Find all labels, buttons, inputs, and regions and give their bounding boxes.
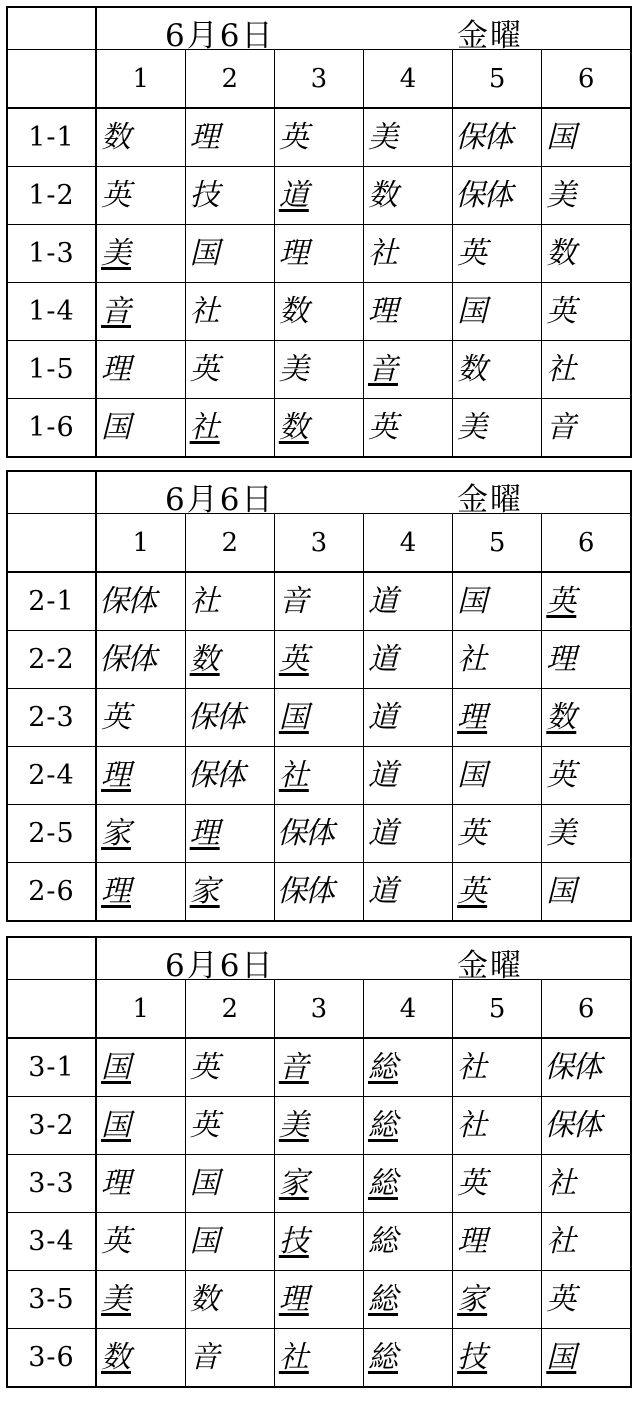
subject-cell — [542, 341, 631, 399]
subject-cell — [453, 1271, 542, 1329]
subject-cell — [185, 1329, 274, 1388]
period-header: 5 — [453, 514, 542, 573]
weekday-label: 金曜 — [457, 482, 523, 514]
subject-cell — [363, 1271, 452, 1329]
subject-cell — [185, 399, 274, 458]
subject-name: 音 — [278, 583, 309, 619]
subject-name: 理 — [278, 235, 309, 271]
subject-name: 総 — [367, 1107, 398, 1143]
subject-cell — [542, 1038, 631, 1097]
subject-name: 英 — [457, 815, 488, 851]
subject-cell — [363, 1097, 452, 1155]
subject-cell — [274, 863, 363, 922]
weekday-label: 金曜 — [457, 18, 523, 50]
subject-cell — [96, 1271, 185, 1329]
subject-name: 英 — [546, 757, 577, 793]
subject-name: 理 — [367, 293, 398, 329]
subject-name: 総 — [367, 1049, 398, 1085]
subject-name: 数 — [278, 409, 309, 445]
subject-cell — [185, 863, 274, 922]
subject-name: 保体 — [276, 815, 333, 851]
subject-name: 社 — [278, 757, 309, 793]
date-label: 6月6日 — [165, 482, 275, 514]
subject-cell — [363, 747, 452, 805]
subject-cell — [274, 167, 363, 225]
class-label: 3-3 — [7, 1155, 96, 1213]
subject-cell — [274, 283, 363, 341]
subject-name: 国 — [278, 699, 309, 735]
period-header: 2 — [185, 514, 274, 573]
period-header: 4 — [363, 514, 452, 573]
class-row — [7, 1038, 631, 1097]
subject-name: 国 — [546, 1339, 577, 1375]
subject-cell — [96, 747, 185, 805]
class-row — [7, 399, 631, 458]
corner-cell — [7, 471, 96, 514]
subject-cell — [185, 167, 274, 225]
subject-cell — [96, 631, 185, 689]
subject-cell — [185, 747, 274, 805]
subject-name: 保体 — [544, 1107, 601, 1143]
class-row — [7, 1097, 631, 1155]
class-label: 3-4 — [7, 1213, 96, 1271]
subject-name: 理 — [101, 873, 131, 909]
subject-name: 道 — [367, 815, 398, 851]
subject-cell — [274, 225, 363, 283]
subject-cell — [542, 225, 631, 283]
subject-name: 音 — [189, 1339, 220, 1375]
subject-name: 美 — [546, 177, 577, 213]
subject-name: 英 — [546, 293, 577, 329]
subject-cell — [274, 747, 363, 805]
subject-name: 理 — [457, 1223, 488, 1259]
subject-cell — [96, 399, 185, 458]
subject-cell — [453, 1038, 542, 1097]
class-label: 1-3 — [7, 225, 96, 283]
subject-cell — [453, 341, 542, 399]
subject-cell — [185, 572, 274, 631]
subject-cell — [274, 399, 363, 458]
class-row — [7, 1271, 631, 1329]
class-row — [7, 167, 631, 225]
subject-cell — [96, 1213, 185, 1271]
subject-name: 数 — [189, 641, 220, 677]
subject-name: 音 — [101, 293, 131, 329]
subject-name: 社 — [189, 583, 220, 619]
subject-name: 英 — [101, 699, 131, 735]
class-label: 2-4 — [7, 747, 96, 805]
timetable-grade-1 — [6, 6, 632, 458]
subject-cell — [96, 863, 185, 922]
subject-cell — [453, 108, 542, 167]
subject-cell — [453, 689, 542, 747]
corner-cell — [7, 50, 96, 109]
period-header: 4 — [363, 980, 452, 1039]
corner-cell — [7, 980, 96, 1039]
subject-name: 家 — [101, 815, 131, 851]
subject-cell — [363, 341, 452, 399]
subject-cell — [363, 399, 452, 458]
subject-name: 国 — [546, 873, 577, 909]
subject-cell — [185, 1097, 274, 1155]
subject-cell — [363, 108, 452, 167]
subject-name: 保体 — [187, 699, 244, 735]
subject-name: 美 — [278, 1107, 309, 1143]
subject-cell — [453, 1097, 542, 1155]
subject-cell — [274, 572, 363, 631]
subject-cell — [185, 1155, 274, 1213]
subject-name: 音 — [546, 409, 577, 445]
subject-cell — [96, 689, 185, 747]
subject-name: 英 — [546, 1281, 577, 1317]
subject-cell — [185, 283, 274, 341]
subject-cell — [274, 108, 363, 167]
subject-name: 英 — [189, 351, 220, 387]
subject-name: 数 — [367, 177, 398, 213]
subject-cell — [453, 631, 542, 689]
subject-cell — [274, 1038, 363, 1097]
subject-cell — [363, 1155, 452, 1213]
subject-cell — [542, 108, 631, 167]
subject-name: 技 — [457, 1339, 488, 1375]
subject-name: 総 — [367, 1223, 398, 1259]
period-header: 4 — [363, 50, 452, 109]
subject-name: 美 — [457, 409, 488, 445]
subject-cell — [274, 1271, 363, 1329]
subject-cell — [453, 1329, 542, 1388]
date-header — [96, 7, 631, 50]
class-label: 3-6 — [7, 1329, 96, 1388]
subject-name: 保体 — [455, 177, 512, 213]
class-label: 1-4 — [7, 283, 96, 341]
subject-cell — [542, 167, 631, 225]
class-label: 3-1 — [7, 1038, 96, 1097]
subject-name: 国 — [101, 409, 131, 445]
class-row — [7, 108, 631, 167]
subject-name: 保体 — [544, 1049, 601, 1085]
class-row — [7, 805, 631, 863]
subject-name: 国 — [457, 757, 488, 793]
subject-cell — [185, 1213, 274, 1271]
period-header: 6 — [542, 50, 631, 109]
class-label: 3-2 — [7, 1097, 96, 1155]
subject-name: 数 — [101, 1339, 131, 1375]
subject-cell — [363, 283, 452, 341]
subject-name: 美 — [546, 815, 577, 851]
subject-cell — [185, 341, 274, 399]
subject-name: 保体 — [455, 119, 512, 155]
subject-name: 道 — [367, 641, 398, 677]
subject-name: 国 — [189, 235, 220, 271]
subject-name: 美 — [101, 235, 131, 271]
subject-name: 国 — [457, 583, 488, 619]
weekday-label: 金曜 — [457, 948, 523, 980]
class-row — [7, 225, 631, 283]
subject-cell — [96, 805, 185, 863]
subject-cell — [542, 1271, 631, 1329]
subject-cell — [96, 167, 185, 225]
subject-cell — [96, 1329, 185, 1388]
period-header: 3 — [274, 980, 363, 1039]
subject-name: 英 — [101, 1223, 131, 1259]
subject-name: 社 — [457, 1049, 488, 1085]
subject-cell — [453, 1155, 542, 1213]
subject-name: 道 — [367, 873, 398, 909]
subject-name: 国 — [546, 119, 577, 155]
subject-name: 社 — [546, 1223, 577, 1259]
subject-name: 英 — [189, 1049, 220, 1085]
subject-cell — [453, 863, 542, 922]
subject-cell — [185, 631, 274, 689]
subject-name: 技 — [189, 177, 220, 213]
class-row — [7, 341, 631, 399]
subject-name: 社 — [457, 641, 488, 677]
subject-name: 社 — [367, 235, 398, 271]
class-label: 2-2 — [7, 631, 96, 689]
period-header: 2 — [185, 980, 274, 1039]
subject-name: 数 — [101, 119, 131, 155]
subject-cell — [363, 572, 452, 631]
subject-cell — [274, 689, 363, 747]
timetable-grade-3 — [6, 936, 632, 1388]
period-header: 6 — [542, 514, 631, 573]
subject-cell — [274, 1213, 363, 1271]
class-label: 2-5 — [7, 805, 96, 863]
subject-name: 音 — [278, 1049, 309, 1085]
subject-cell — [363, 225, 452, 283]
subject-name: 国 — [189, 1223, 220, 1259]
subject-name: 総 — [367, 1281, 398, 1317]
subject-name: 数 — [278, 293, 309, 329]
subject-cell — [542, 572, 631, 631]
period-header: 5 — [453, 980, 542, 1039]
subject-cell — [96, 341, 185, 399]
subject-cell — [363, 1038, 452, 1097]
class-label: 2-3 — [7, 689, 96, 747]
subject-cell — [453, 1213, 542, 1271]
subject-name: 理 — [457, 699, 488, 735]
subject-cell — [363, 863, 452, 922]
subject-name: 道 — [367, 583, 398, 619]
period-header: 1 — [96, 980, 185, 1039]
corner-cell — [7, 7, 96, 50]
subject-cell — [542, 1155, 631, 1213]
subject-cell — [542, 283, 631, 341]
subject-cell — [274, 1329, 363, 1388]
subject-name: 保体 — [276, 873, 333, 909]
subject-name: 美 — [278, 351, 309, 387]
subject-name: 国 — [189, 1165, 220, 1201]
subject-cell — [542, 631, 631, 689]
subject-name: 国 — [101, 1049, 131, 1085]
subject-cell — [542, 1329, 631, 1388]
subject-name: 道 — [278, 177, 309, 213]
subject-name: 英 — [367, 409, 398, 445]
class-row — [7, 863, 631, 922]
subject-cell — [96, 283, 185, 341]
subject-name: 理 — [101, 757, 131, 793]
subject-name: 総 — [367, 1165, 398, 1201]
subject-name: 英 — [189, 1107, 220, 1143]
subject-cell — [185, 805, 274, 863]
subject-name: 数 — [546, 235, 577, 271]
class-row — [7, 747, 631, 805]
subject-name: 英 — [457, 1165, 488, 1201]
class-label: 1-6 — [7, 399, 96, 458]
subject-cell — [274, 1155, 363, 1213]
subject-name: 美 — [367, 119, 398, 155]
subject-name: 英 — [278, 119, 309, 155]
corner-cell — [7, 514, 96, 573]
subject-cell — [542, 747, 631, 805]
subject-cell — [185, 225, 274, 283]
class-label: 2-1 — [7, 572, 96, 631]
subject-cell — [185, 689, 274, 747]
subject-name: 社 — [278, 1339, 309, 1375]
subject-name: 総 — [367, 1339, 398, 1375]
subject-name: 理 — [278, 1281, 309, 1317]
period-header: 3 — [274, 514, 363, 573]
date-label: 6月6日 — [165, 18, 275, 50]
subject-cell — [185, 108, 274, 167]
class-row — [7, 1213, 631, 1271]
class-label: 2-6 — [7, 863, 96, 922]
subject-cell — [274, 341, 363, 399]
subject-name: 理 — [189, 119, 220, 155]
period-header: 1 — [96, 50, 185, 109]
subject-name: 理 — [101, 1165, 131, 1201]
subject-name: 英 — [457, 235, 488, 271]
subject-cell — [542, 805, 631, 863]
subject-name: 道 — [367, 699, 398, 735]
subject-cell — [274, 805, 363, 863]
subject-name: 英 — [457, 873, 488, 909]
subject-cell — [363, 1213, 452, 1271]
subject-cell — [363, 631, 452, 689]
subject-name: 家 — [189, 873, 220, 909]
subject-name: 数 — [189, 1281, 220, 1317]
subject-name: 理 — [189, 815, 220, 851]
subject-cell — [96, 108, 185, 167]
subject-name: 英 — [101, 177, 131, 213]
period-header: 2 — [185, 50, 274, 109]
subject-cell — [542, 689, 631, 747]
class-row — [7, 572, 631, 631]
subject-cell — [542, 1097, 631, 1155]
subject-name: 社 — [457, 1107, 488, 1143]
subject-cell — [363, 805, 452, 863]
period-header: 3 — [274, 50, 363, 109]
subject-cell — [363, 689, 452, 747]
subject-name: 音 — [367, 351, 398, 387]
class-row — [7, 283, 631, 341]
class-label: 1-5 — [7, 341, 96, 399]
subject-cell — [363, 1329, 452, 1388]
subject-cell — [453, 225, 542, 283]
class-row — [7, 689, 631, 747]
subject-name: 国 — [457, 293, 488, 329]
period-header: 6 — [542, 980, 631, 1039]
class-row — [7, 631, 631, 689]
subject-name: 社 — [189, 409, 220, 445]
subject-name: 数 — [457, 351, 488, 387]
class-row — [7, 1155, 631, 1213]
subject-cell — [185, 1038, 274, 1097]
subject-cell — [542, 863, 631, 922]
subject-name: 国 — [101, 1107, 131, 1143]
subject-cell — [96, 1155, 185, 1213]
subject-cell — [96, 1038, 185, 1097]
subject-name: 保体 — [99, 583, 155, 619]
class-label: 1-2 — [7, 167, 96, 225]
subject-name: 数 — [546, 699, 577, 735]
class-row — [7, 1329, 631, 1388]
class-label: 3-5 — [7, 1271, 96, 1329]
subject-name: 美 — [101, 1281, 131, 1317]
subject-name: 理 — [546, 641, 577, 677]
date-header — [96, 937, 631, 980]
subject-name: 保体 — [99, 641, 155, 677]
subject-name: 家 — [457, 1281, 488, 1317]
period-header: 1 — [96, 514, 185, 573]
subject-cell — [96, 225, 185, 283]
subject-cell — [453, 283, 542, 341]
subject-cell — [542, 1213, 631, 1271]
date-header — [96, 471, 631, 514]
subject-cell — [274, 1097, 363, 1155]
subject-cell — [453, 399, 542, 458]
subject-name: 道 — [367, 757, 398, 793]
corner-cell — [7, 937, 96, 980]
subject-cell — [363, 167, 452, 225]
subject-name: 理 — [101, 351, 131, 387]
subject-name: 技 — [278, 1223, 309, 1259]
subject-name: 社 — [189, 293, 220, 329]
subject-cell — [96, 1097, 185, 1155]
subject-cell — [453, 747, 542, 805]
subject-cell — [453, 167, 542, 225]
subject-cell — [453, 805, 542, 863]
period-header: 5 — [453, 50, 542, 109]
subject-name: 英 — [546, 583, 577, 619]
subject-cell — [453, 572, 542, 631]
subject-name: 保体 — [187, 757, 244, 793]
class-label: 1-1 — [7, 108, 96, 167]
subject-cell — [96, 572, 185, 631]
subject-name: 社 — [546, 351, 577, 387]
subject-cell — [185, 1271, 274, 1329]
subject-name: 家 — [278, 1165, 309, 1201]
timetable-grade-2 — [6, 470, 632, 922]
subject-cell — [542, 399, 631, 458]
subject-name: 社 — [546, 1165, 577, 1201]
date-label: 6月6日 — [165, 948, 275, 980]
subject-cell — [274, 631, 363, 689]
subject-name: 英 — [278, 641, 309, 677]
